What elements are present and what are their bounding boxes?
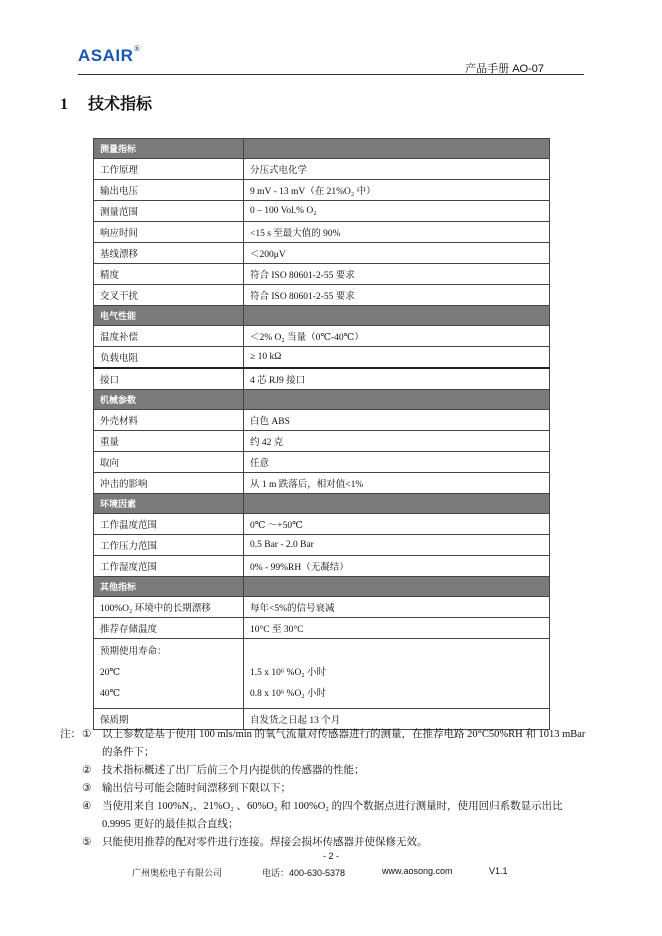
row-label: 取向 bbox=[94, 452, 244, 473]
note-item bbox=[60, 798, 590, 834]
table-row bbox=[94, 452, 550, 473]
row-label: 保质期 bbox=[94, 709, 244, 730]
row-value: 约 42 克 bbox=[244, 431, 550, 452]
table-row bbox=[94, 264, 550, 285]
note-text: 当使用来自 100%N₂、21%O₂ 、60%O₂ 和 100%O₂ 的四个数据点进行测量时，使用回归系数显示出比 0.9995 更好的最佳拟合直线； bbox=[102, 801, 563, 830]
notes bbox=[60, 726, 590, 852]
row-value: 每年<5%的信号衰减 bbox=[244, 597, 550, 618]
note-text: 以上参数是基于使用 100 mls/min 的氧气流量对传感器进行的测量，在推荐电路 20°C50%RH 和 1013 mBar 的条件下； bbox=[102, 729, 586, 758]
row-value: 符合 ISO 80601-2-55 要求 bbox=[244, 264, 550, 285]
life-value-1: 1.5 x 10⁶ %O₂ 小时 bbox=[250, 668, 327, 678]
row-label: 响应时间 bbox=[94, 222, 244, 243]
life-row bbox=[94, 639, 550, 709]
table-row bbox=[94, 243, 550, 264]
row-label: 输出电压 bbox=[94, 180, 244, 201]
group-title: 机械参数 bbox=[94, 390, 244, 410]
footer-version: V1.1 bbox=[489, 866, 508, 876]
row-label: 精度 bbox=[94, 264, 244, 285]
group-header bbox=[94, 577, 550, 597]
row-value: 自发货之日起 13 个月 bbox=[244, 709, 550, 730]
registered-mark: ® bbox=[134, 46, 141, 53]
footer-company: 广州奥松电子有限公司 bbox=[132, 868, 223, 878]
brand-logo-text: ASAIR bbox=[78, 46, 134, 65]
row-value: 分压式电化学 bbox=[244, 159, 550, 180]
row-value: 0.5 Bar - 2.0 Bar bbox=[244, 535, 550, 556]
group-title: 其他指标 bbox=[94, 577, 244, 597]
table-row bbox=[94, 410, 550, 431]
table-row bbox=[94, 326, 550, 347]
note-item bbox=[60, 834, 590, 852]
note-marker: ③ bbox=[82, 783, 92, 794]
table-row bbox=[94, 431, 550, 452]
row-label: 接口 bbox=[94, 368, 244, 390]
table-row bbox=[94, 368, 550, 390]
row-value: 0% - 99%RH（无凝结） bbox=[244, 556, 550, 577]
note-marker: ④ bbox=[82, 801, 92, 812]
row-label: 测量范围 bbox=[94, 201, 244, 222]
document-title: 产品手册 AO-07 bbox=[465, 63, 544, 75]
table-row bbox=[94, 618, 550, 639]
brand-logo bbox=[78, 46, 140, 66]
section-title: 技术指标 bbox=[88, 96, 153, 113]
table-row bbox=[94, 159, 550, 180]
notes-prefix: 注： bbox=[60, 729, 81, 740]
row-label: 工作原理 bbox=[94, 159, 244, 180]
table-row bbox=[94, 222, 550, 243]
table-row bbox=[94, 285, 550, 306]
row-label: 工作温度范围 bbox=[94, 514, 244, 535]
row-value: 从 1 m 跌落后，相对值<1% bbox=[244, 473, 550, 494]
life-temp-1: 20℃ bbox=[100, 668, 121, 678]
row-label: 温度补偿 bbox=[94, 326, 244, 347]
group-title: 环境因素 bbox=[94, 494, 244, 514]
row-label: 推荐存储温度 bbox=[94, 618, 244, 639]
footer-phone: 电话：400-630-5378 bbox=[262, 868, 346, 878]
note-text: 只能使用推荐的配对零件进行连接。焊接会损坏传感器并使保修无效。 bbox=[102, 837, 428, 848]
row-value: 10°C 至 30°C bbox=[244, 618, 550, 639]
table-row bbox=[94, 201, 550, 222]
row-label: 重量 bbox=[94, 431, 244, 452]
note-marker: ⑤ bbox=[82, 837, 92, 848]
footer-website: www.aosong.com bbox=[382, 866, 453, 876]
life-temp-2: 40℃ bbox=[100, 689, 121, 699]
row-value: ≥ 10 kΩ bbox=[244, 347, 550, 369]
row-value: 0℃ ～+50℃ bbox=[244, 514, 550, 535]
row-label: 工作湿度范围 bbox=[94, 556, 244, 577]
row-value: 4 芯 RJ9 接口 bbox=[244, 368, 550, 390]
row-value: ＜200μV bbox=[244, 243, 550, 264]
section-number: 1 bbox=[60, 96, 68, 113]
table-row bbox=[94, 535, 550, 556]
group-header bbox=[94, 306, 550, 326]
note-marker: ① bbox=[82, 729, 92, 740]
row-value: 任意 bbox=[244, 452, 550, 473]
group-title: 电气性能 bbox=[94, 306, 244, 326]
row-value: 符合 ISO 80601-2-55 要求 bbox=[244, 285, 550, 306]
row-label: 基线漂移 bbox=[94, 243, 244, 264]
row-value: 0 – 100 Vol.% O₂ bbox=[244, 201, 550, 222]
table-row bbox=[94, 180, 550, 201]
row-value: 白色 ABS bbox=[244, 410, 550, 431]
page-header bbox=[78, 40, 584, 75]
life-heading: 预期使用寿命： bbox=[100, 647, 167, 657]
note-text: 输出信号可能会随时间漂移到下限以下； bbox=[102, 783, 291, 794]
row-label: 冲击的影响 bbox=[94, 473, 244, 494]
group-header bbox=[94, 139, 550, 159]
table-row bbox=[94, 514, 550, 535]
group-title: 测量指标 bbox=[94, 139, 244, 159]
note-item bbox=[60, 726, 590, 762]
row-value: ＜2% O₂ 当量（0℃-40℃） bbox=[244, 326, 550, 347]
note-item bbox=[60, 780, 590, 798]
row-value: <15 s 至最大值的 90% bbox=[244, 222, 550, 243]
row-label: 100%O₂ 环境中的长期漂移 bbox=[94, 597, 244, 618]
page-number: - 2 - bbox=[322, 851, 339, 861]
life-values bbox=[244, 639, 550, 709]
group-header bbox=[94, 390, 550, 410]
row-label: 工作压力范围 bbox=[94, 535, 244, 556]
row-label: 外壳材料 bbox=[94, 410, 244, 431]
life-value-2: 0.8 x 10⁶ %O₂ 小时 bbox=[250, 689, 327, 699]
note-text: 技术指标概述了出厂后前三个月内提供的传感器的性能； bbox=[102, 765, 365, 776]
table-row bbox=[94, 556, 550, 577]
note-marker: ② bbox=[82, 765, 92, 776]
table-row bbox=[94, 347, 550, 369]
table-row bbox=[94, 597, 550, 618]
row-label: 交叉干扰 bbox=[94, 285, 244, 306]
row-label: 负载电阻 bbox=[94, 347, 244, 369]
group-header bbox=[94, 494, 550, 514]
section-heading bbox=[60, 91, 152, 114]
table-row bbox=[94, 473, 550, 494]
spec-table bbox=[93, 138, 550, 730]
life-labels bbox=[94, 639, 244, 709]
row-value: 9 mV - 13 mV（在 21%O₂ 中） bbox=[244, 180, 550, 201]
note-item bbox=[60, 762, 590, 780]
